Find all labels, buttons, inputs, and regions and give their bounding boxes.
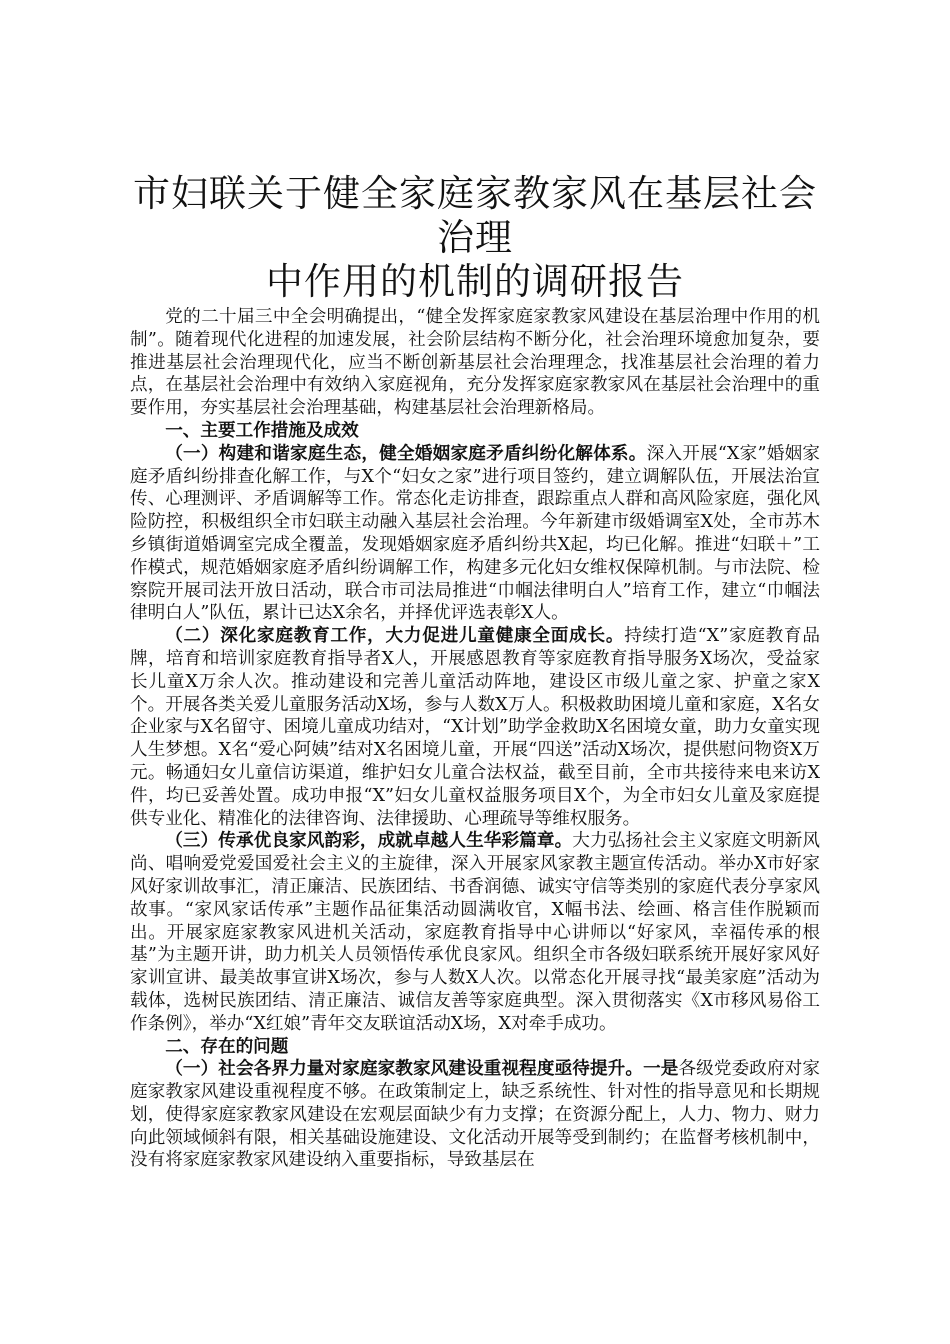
title-line-2: 中作用的机制的调研报告 — [266, 260, 684, 303]
document-page — [130, 172, 820, 1172]
section-2-item-1-text: 各级党委政府对家庭家教家风建设重视程度不够。在政策制定上，缺乏系统性、针对性的指导意见和长期规划，使得家庭家教家风建设在宏观层面缺少有力支撑；在资源分配上，人力、物力、财力向此领域倾斜有限，相关基础设施建设、文化活动开展等受到制约；在监督考核机制中，没有将家庭家教家风建设纳入重要指标，导致基层在 — [130, 1059, 820, 1171]
section-1-item-3-text: 大力弘扬社会主义家庭文明新风尚、唱响爱党爱国爱社会主义的主旋律，深入开展家风家教主题宣传活动。举办X市好家风好家训故事汇，清正廉洁、民族团结、书香润德、诚实守信等类别的家庭代表分享家风故事。“家风家话传承”主题作品征集活动圆满收官，X幅书法、绘画、格言佳作脱颖而出。开展家庭家教家风进机关活动，家庭教育指导中心讲师以“好家风，幸福传承的根基”为主题开讲，助力机关人员领悟传承优良家风。组织全市各级妇联系统开展好家风好家训宣讲、最美故事宣讲X场次，参与人数X人次。以常态化开展寻找“最美家庭”活动为载体，选树民族团结、清正廉洁、诚信友善等家庭典型。深入贯彻落实《X市移风易俗工作条例》，举办“X红娘”青年交友联谊活动X场，X对牵手成功。 — [130, 831, 820, 1034]
intro-paragraph: 党的二十届三中全会明确提出，“健全发挥家庭家教家风建设在基层治理中作用的机制”。随着现代化进程的加速发展，社会阶层结构不断分化，社会治理环境愈加复杂，要推进基层社会治理现代化，应当不断创新基层社会治理理念，找准基层社会治理的着力点，在基层社会治理中有效纳入家庭视角，充分发挥家庭家教家风在基层社会治理中的重要作用，夯实基层社会治理基础，构建基层社会治理新格局。 — [130, 307, 820, 419]
section-2-item-1-lead: （一）社会各界力量对家庭家教家风建设重视程度亟待提升。一是 — [165, 1058, 679, 1080]
document-title — [130, 172, 820, 304]
title-line-1: 市妇联关于健全家庭家教家风在基层社会治理 — [133, 172, 817, 259]
section-1-item-2-text: 持续打造“X”家庭教育品牌，培育和培训家庭教育指导者X人，开展感恩教育等家庭教育指导服务X场次，受益家长儿童X万余人次。推动建设和完善儿童活动阵地，建设区市级儿童之家、护童之家X个。开展各类关爱儿童服务活动X场，参与人数X万人。积极救助困境儿童和家庭，X名女企业家与X名留守、困境儿童成功结对，“X计划”助学金救助X名困境女童，助力女童实现人生梦想。X名“爱心阿姨”结对X名困境儿童，开展“四送”活动X场次，提供慰问物资X万元。畅通妇女儿童信访渠道，维护妇女儿童合法权益，截至目前，全市共接待来电来访X件，均已妥善处置。成功申报“X”妇女儿童权益服务项目X个，为全市妇女儿童及家庭提供专业化、精准化的法律咨询、法律援助、心理疏导等维权服务。 — [130, 626, 821, 829]
section-1-item-3-lead: （三）传承优良家风韵彩，成就卓越人生华彩篇章。 — [165, 830, 573, 852]
section-1-item-2 — [130, 625, 820, 830]
section-1-item-1-text: 深入开展“X家”婚姻家庭矛盾纠纷排查化解工作，与X个“妇女之家”进行项目签约，建立调解队伍，开展法治宣传、心理测评、矛盾调解等工作。常态化走访排查，跟踪重点人群和高风险家庭，强化风险防控，积极组织全市妇联主动融入基层社会治理。今年新建市级婚调室X处，全市苏木乡镇街道婚调室完成全覆盖，发现婚姻家庭矛盾纠纷共X起，均已化解。推进“妇联＋”工作模式，规范婚姻家庭矛盾纠纷调解工作，构建多元化妇女维权保障机制。与市法院、检察院开展司法开放日活动，联合市司法局推进“巾帼法律明白人”培育工作，建立“巾帼法律明白人”队伍，累计已达X余名，并择优评选表彰X人。 — [130, 443, 820, 624]
section-2-item-1 — [130, 1058, 820, 1172]
section-1-item-3 — [130, 830, 820, 1035]
section-2-heading: 二、存在的问题 — [165, 1035, 289, 1057]
section-1-item-1-lead: （一）构建和谐家庭生态，健全婚姻家庭矛盾纠纷化解体系。 — [165, 442, 647, 464]
section-1-heading: 一、主要工作措施及成效 — [165, 419, 359, 441]
section-1-item-2-lead: （二）深化家庭教育工作，大力促进儿童健康全面成长。 — [165, 625, 625, 647]
section-1-item-1 — [130, 443, 820, 625]
